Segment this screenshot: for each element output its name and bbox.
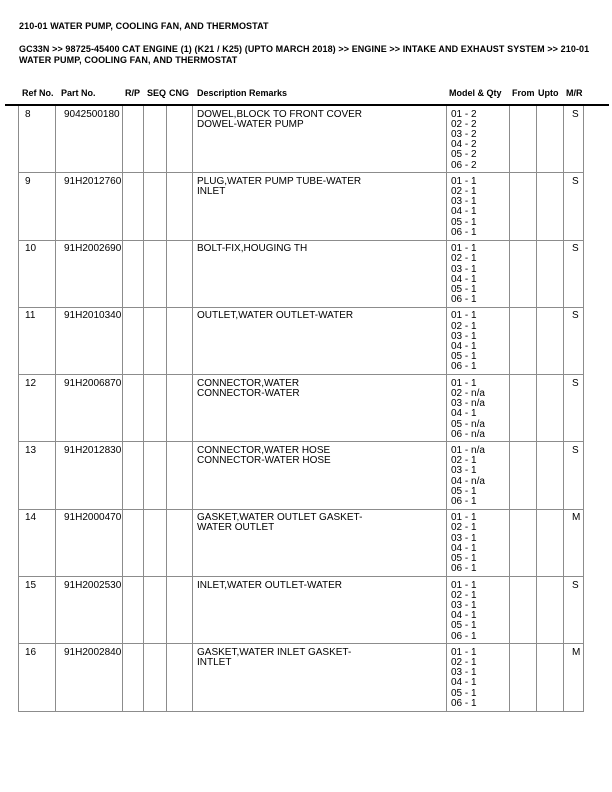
- part-no-cell: 9042500180: [56, 106, 123, 172]
- ref-no-cell: 13: [19, 442, 56, 508]
- from-cell: [510, 308, 537, 374]
- qty-line: 06 - 1: [451, 226, 477, 238]
- model-qty-cell: [447, 375, 510, 441]
- upto-cell: [537, 375, 564, 441]
- upto-cell: [537, 106, 564, 172]
- table-row: [19, 241, 584, 308]
- qty-line: 03 - 1: [451, 196, 477, 208]
- description-line: GASKET,WATER INLET GASKET-: [197, 646, 352, 658]
- description-line: CONNECTOR-WATER HOSE: [197, 455, 331, 467]
- qty-line: 06 - 1: [451, 361, 477, 373]
- cng-cell: [167, 510, 193, 576]
- description-line: DOWEL,BLOCK TO FRONT COVER: [197, 108, 363, 120]
- model-qty-cell: [447, 106, 510, 172]
- table-row: [19, 442, 584, 509]
- rp-cell: [123, 510, 144, 576]
- mr-cell: M: [564, 644, 584, 710]
- seq-cell: [144, 308, 167, 374]
- rp-cell: [123, 442, 144, 508]
- description-line: INTLET: [197, 657, 232, 669]
- column-header-from: From: [512, 88, 535, 98]
- cng-cell: [167, 173, 193, 239]
- qty-line: 02 - 1: [451, 589, 477, 601]
- qty-line: 04 - n/a: [451, 475, 485, 487]
- seq-cell: [144, 375, 167, 441]
- qty-line: 05 - n/a: [451, 418, 485, 430]
- cng-cell: [167, 442, 193, 508]
- cng-cell: [167, 241, 193, 307]
- column-header-mr: M/R: [566, 88, 583, 98]
- from-cell: [510, 577, 537, 643]
- upto-cell: [537, 577, 564, 643]
- page-title: 210-01 WATER PUMP, COOLING FAN, AND THERMOSTAT: [19, 21, 269, 31]
- part-no-cell: 91H2012830: [56, 442, 123, 508]
- upto-cell: [537, 510, 564, 576]
- qty-line: 03 - n/a: [451, 398, 485, 410]
- part-no-cell: 91H2012760: [56, 173, 123, 239]
- column-header-ref-no: Ref No.: [22, 88, 54, 98]
- table-row: [19, 308, 584, 375]
- description-line: BOLT-FIX,HOUGING TH: [197, 243, 308, 255]
- qty-line: 05 - 1: [451, 283, 477, 295]
- qty-line: 05 - 1: [451, 485, 477, 497]
- model-qty-cell: [447, 308, 510, 374]
- qty-line: 06 - 1: [451, 563, 477, 575]
- table-column-headers: [18, 88, 584, 98]
- ref-no-cell: 15: [19, 577, 56, 643]
- qty-line: 01 - 1: [451, 175, 477, 187]
- qty-line: 03 - 1: [451, 532, 477, 544]
- column-header-rp: R/P: [125, 88, 141, 98]
- qty-line: 02 - 1: [451, 455, 477, 467]
- model-qty-cell: [447, 510, 510, 576]
- qty-line: 05 - 2: [451, 149, 477, 161]
- table-row: [19, 644, 584, 711]
- qty-line: 02 - 1: [451, 253, 477, 265]
- qty-line: 02 - 1: [451, 320, 477, 332]
- rp-cell: [123, 577, 144, 643]
- qty-line: 06 - 1: [451, 294, 477, 306]
- description-line: CONNECTOR,WATER HOSE: [197, 444, 331, 456]
- cng-cell: [167, 644, 193, 710]
- qty-line: 05 - 1: [451, 620, 477, 632]
- qty-line: 03 - 1: [451, 263, 477, 275]
- column-header-cng: CNG: [169, 88, 189, 98]
- qty-line: 01 - 2: [451, 108, 477, 120]
- rp-cell: [123, 241, 144, 307]
- qty-line: 04 - 1: [451, 542, 477, 554]
- qty-line: 03 - 1: [451, 330, 477, 342]
- qty-line: 04 - 1: [451, 408, 477, 420]
- upto-cell: [537, 644, 564, 710]
- cng-cell: [167, 308, 193, 374]
- mr-cell: S: [564, 173, 584, 239]
- seq-cell: [144, 644, 167, 710]
- qty-line: 01 - 1: [451, 310, 477, 322]
- model-qty-cell: [447, 577, 510, 643]
- from-cell: [510, 241, 537, 307]
- description-line: WATER OUTLET: [197, 522, 275, 534]
- column-header-model-qty: Model & Qty: [449, 88, 502, 98]
- description-line: GASKET,WATER OUTLET GASKET-: [197, 512, 363, 524]
- table-row: [19, 577, 584, 644]
- cng-cell: [167, 106, 193, 172]
- ref-no-cell: 9: [19, 173, 56, 239]
- seq-cell: [144, 106, 167, 172]
- qty-line: 01 - 1: [451, 646, 477, 658]
- qty-line: 03 - 1: [451, 599, 477, 611]
- qty-line: 04 - 1: [451, 206, 477, 218]
- part-no-cell: 91H2010340: [56, 308, 123, 374]
- qty-line: 06 - 2: [451, 159, 477, 171]
- ref-no-cell: 16: [19, 644, 56, 710]
- mr-cell: M: [564, 510, 584, 576]
- mr-cell: S: [564, 577, 584, 643]
- upto-cell: [537, 173, 564, 239]
- table-row: [19, 106, 584, 173]
- ref-no-cell: 11: [19, 308, 56, 374]
- part-no-cell: 91H2006870: [56, 375, 123, 441]
- from-cell: [510, 510, 537, 576]
- description-line: CONNECTOR,WATER: [197, 377, 300, 389]
- seq-cell: [144, 442, 167, 508]
- mr-cell: S: [564, 241, 584, 307]
- from-cell: [510, 375, 537, 441]
- upto-cell: [537, 308, 564, 374]
- model-qty-cell: [447, 241, 510, 307]
- model-qty-cell: [447, 442, 510, 508]
- description-cell: [193, 106, 447, 172]
- parts-table-body: [18, 106, 584, 712]
- qty-line: 02 - n/a: [451, 387, 485, 399]
- rp-cell: [123, 106, 144, 172]
- description-line: DOWEL-WATER PUMP: [197, 118, 304, 130]
- from-cell: [510, 644, 537, 710]
- mr-cell: S: [564, 375, 584, 441]
- column-header-upto: Upto: [538, 88, 559, 98]
- qty-line: 04 - 1: [451, 677, 477, 689]
- model-qty-cell: [447, 644, 510, 710]
- qty-line: 01 - 1: [451, 579, 477, 591]
- from-cell: [510, 442, 537, 508]
- rp-cell: [123, 375, 144, 441]
- ref-no-cell: 14: [19, 510, 56, 576]
- qty-line: 06 - n/a: [451, 428, 485, 440]
- breadcrumb: GC33N >> 98725-45400 CAT ENGINE (1) (K21 / K25) (UPTO MARCH 2018) >> ENGINE >> INTAKE AND EXHAUST SYSTEM >> 210-01 WATER PUMP, COOLING FAN, AND THERMOSTAT: [19, 44, 590, 66]
- ref-no-cell: 10: [19, 241, 56, 307]
- qty-line: 04 - 1: [451, 341, 477, 352]
- from-cell: [510, 106, 537, 172]
- qty-line: 06 - 1: [451, 697, 477, 709]
- upto-cell: [537, 442, 564, 508]
- qty-line: 05 - 1: [451, 553, 477, 565]
- qty-line: 03 - 1: [451, 667, 477, 679]
- description-cell: [193, 577, 447, 643]
- description-cell: [193, 375, 447, 441]
- mr-cell: S: [564, 106, 584, 172]
- mr-cell: S: [564, 308, 584, 374]
- qty-line: 04 - 1: [451, 273, 477, 285]
- rp-cell: [123, 644, 144, 710]
- qty-line: 04 - 1: [451, 610, 477, 622]
- cng-cell: [167, 375, 193, 441]
- seq-cell: [144, 577, 167, 643]
- part-no-cell: 91H2002840: [56, 644, 123, 710]
- qty-line: 06 - 1: [451, 496, 477, 507]
- ref-no-cell: 12: [19, 375, 56, 441]
- qty-line: 01 - 1: [451, 243, 477, 255]
- seq-cell: [144, 241, 167, 307]
- part-no-cell: 91H2000470: [56, 510, 123, 576]
- seq-cell: [144, 510, 167, 576]
- qty-line: 01 - 1: [451, 512, 477, 524]
- description-line: INLET,WATER OUTLET-WATER: [197, 579, 343, 591]
- qty-line: 02 - 2: [451, 118, 477, 130]
- column-header-part-no: Part No.: [61, 88, 96, 98]
- description-line: OUTLET,WATER OUTLET-WATER: [197, 310, 354, 322]
- seq-cell: [144, 173, 167, 239]
- description-line: PLUG,WATER PUMP TUBE-WATER: [197, 175, 362, 187]
- from-cell: [510, 173, 537, 239]
- description-cell: [193, 241, 447, 307]
- qty-line: 04 - 2: [451, 139, 477, 151]
- qty-line: 05 - 1: [451, 216, 477, 228]
- cng-cell: [167, 577, 193, 643]
- qty-line: 01 - n/a: [451, 444, 485, 456]
- qty-line: 03 - 2: [451, 128, 477, 140]
- upto-cell: [537, 241, 564, 307]
- part-no-cell: 91H2002690: [56, 241, 123, 307]
- qty-line: 05 - 1: [451, 351, 477, 363]
- description-cell: [193, 442, 447, 508]
- qty-line: 02 - 1: [451, 522, 477, 534]
- qty-line: 01 - 1: [451, 377, 477, 389]
- qty-line: 02 - 1: [451, 186, 477, 197]
- part-no-cell: 91H2002530: [56, 577, 123, 643]
- table-row: [19, 510, 584, 577]
- model-qty-cell: [447, 173, 510, 239]
- description-line: CONNECTOR-WATER: [197, 387, 300, 399]
- column-header-seq: SEQ: [147, 88, 167, 98]
- qty-line: 03 - 1: [451, 465, 477, 477]
- qty-line: 02 - 1: [451, 657, 477, 669]
- mr-cell: S: [564, 442, 584, 508]
- rp-cell: [123, 173, 144, 239]
- description-line: INLET: [197, 186, 226, 197]
- ref-no-cell: 8: [19, 106, 56, 172]
- qty-line: 05 - 1: [451, 687, 477, 699]
- column-header-description: Description Remarks: [197, 88, 288, 98]
- description-cell: [193, 308, 447, 374]
- description-cell: [193, 510, 447, 576]
- rp-cell: [123, 308, 144, 374]
- table-row: [19, 173, 584, 240]
- qty-line: 06 - 1: [451, 630, 477, 642]
- description-cell: [193, 644, 447, 710]
- table-row: [19, 375, 584, 442]
- description-cell: [193, 173, 447, 239]
